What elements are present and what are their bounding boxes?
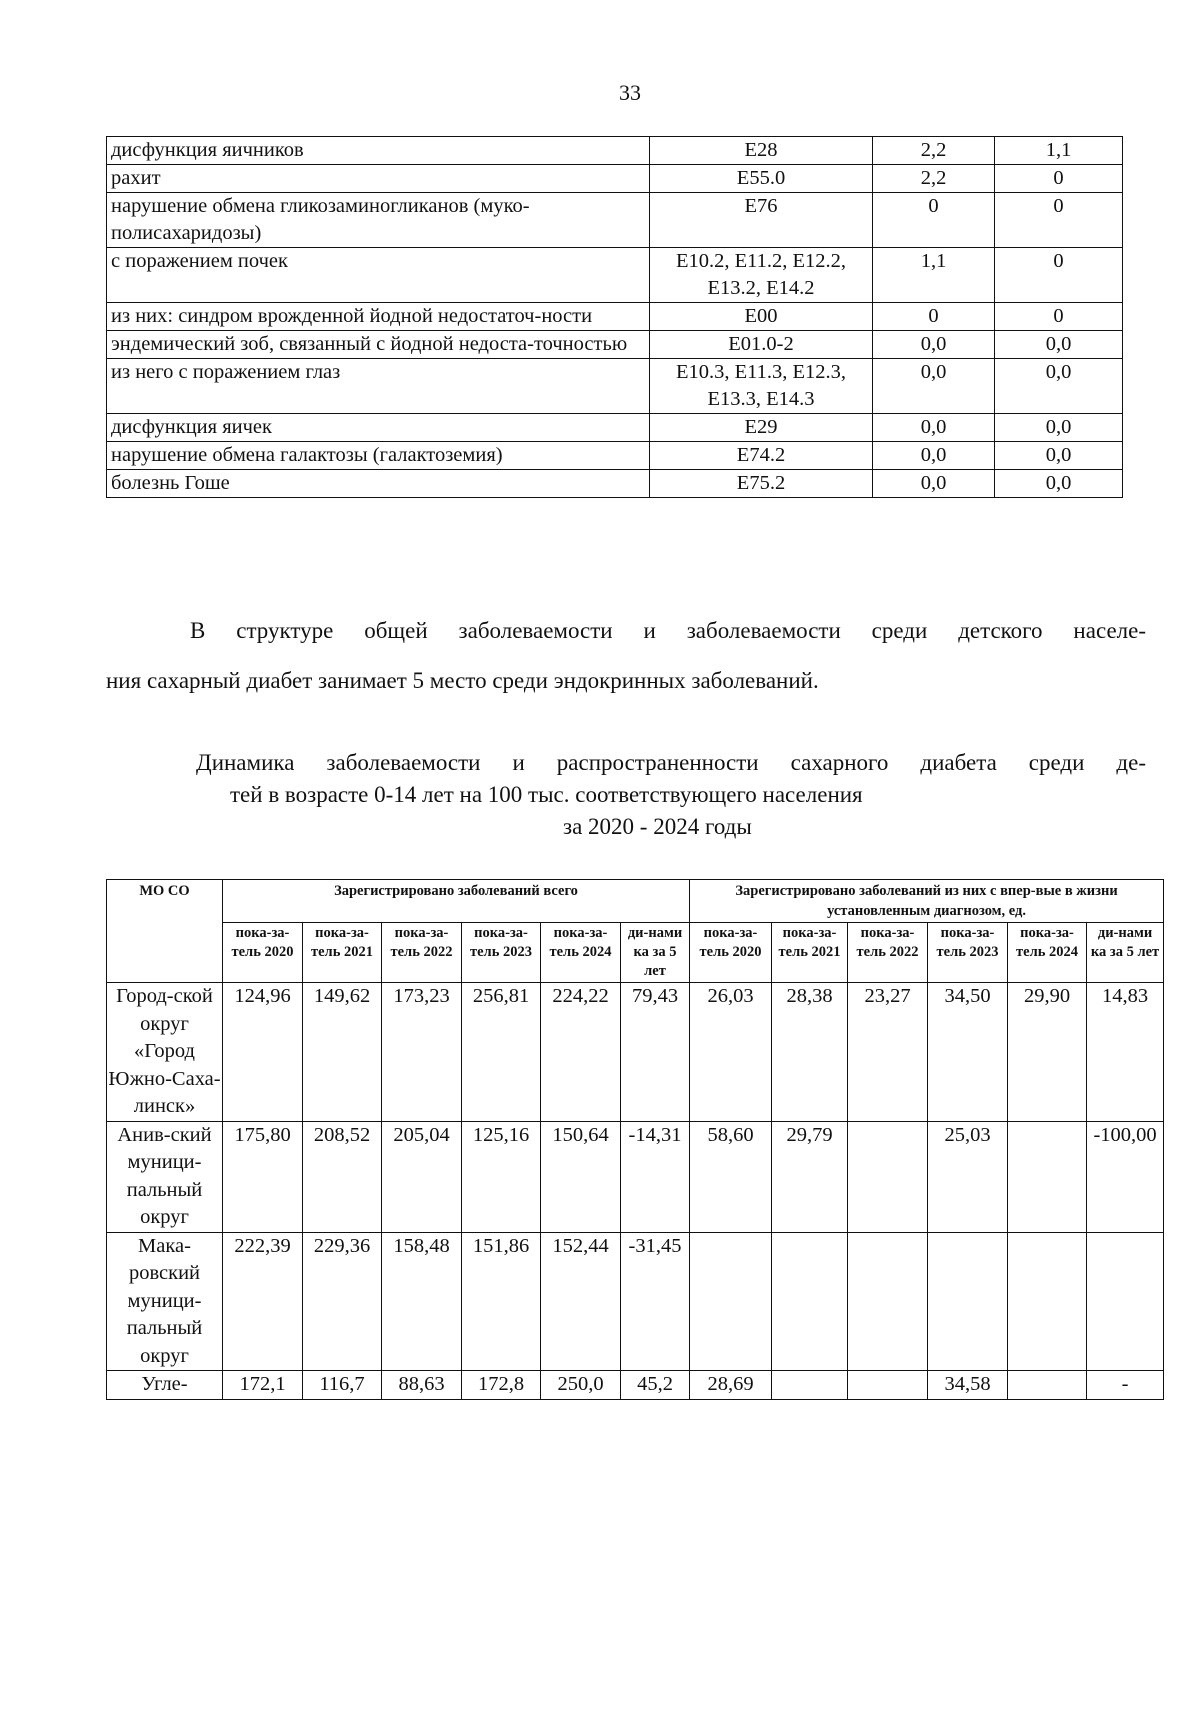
- subheader-cell: пока-за-тель 2021: [772, 923, 848, 983]
- value-cell: [690, 1232, 772, 1371]
- diagnosis-row: [107, 470, 1123, 498]
- value-cell: 28,69: [690, 1371, 772, 1400]
- table-row: [107, 1232, 1164, 1371]
- table-title-line-3: за 2020 - 2024 годы: [563, 814, 752, 839]
- value-cell: 172,8: [462, 1371, 541, 1400]
- value-cell: 34,50: [928, 983, 1008, 1122]
- value-cell: 45,2: [621, 1371, 690, 1400]
- diagnosis-table: [106, 136, 1123, 498]
- diagnosis-name: из них: синдром врожденной йодной недостаточ-ности: [107, 303, 650, 331]
- value-cell: [1008, 1121, 1087, 1232]
- value-1: 0,0: [873, 414, 995, 442]
- diagnosis-name: нарушение обмена гликозаминогликанов (муко-полисахаридозы): [107, 193, 650, 248]
- value-1: 2,2: [873, 137, 995, 165]
- municipality-name: Анив-ский муници-пальный округ: [107, 1121, 223, 1232]
- subheader-cell: пока-за-тель 2021: [303, 923, 382, 983]
- value-cell: 29,79: [772, 1121, 848, 1232]
- icd-code: E55.0: [650, 165, 873, 193]
- value-cell: -14,31: [621, 1121, 690, 1232]
- page-number: 33: [619, 80, 641, 105]
- table-row: [107, 983, 1164, 1122]
- value-cell: 25,03: [928, 1121, 1008, 1232]
- value-cell: 222,39: [223, 1232, 303, 1371]
- diagnosis-name: дисфункция яичек: [107, 414, 650, 442]
- subheader-cell: пока-за-тель 2022: [382, 923, 462, 983]
- paragraph-line-2: ния сахарный диабет занимает 5 место среди эндокринных заболеваний.: [106, 668, 819, 693]
- value-cell: 229,36: [303, 1232, 382, 1371]
- value-1: 0,0: [873, 470, 995, 498]
- subheader-cell: ди-нами ка за 5 лет: [1087, 923, 1164, 983]
- diabetes-table: [106, 879, 1164, 1400]
- icd-code: E00: [650, 303, 873, 331]
- diagnosis-row: [107, 442, 1123, 470]
- value-cell: [928, 1232, 1008, 1371]
- value-2: 0,0: [995, 359, 1123, 414]
- value-1: 1,1: [873, 248, 995, 303]
- value-cell: 208,52: [303, 1121, 382, 1232]
- value-cell: [1087, 1232, 1164, 1371]
- subheader-cell: пока-за-тель 2024: [541, 923, 621, 983]
- value-cell: 158,48: [382, 1232, 462, 1371]
- value-2: 0,0: [995, 442, 1123, 470]
- value-cell: [1008, 1232, 1087, 1371]
- value-cell: 172,1: [223, 1371, 303, 1400]
- header-mo: МО СО: [107, 880, 223, 983]
- value-cell: 175,80: [223, 1121, 303, 1232]
- icd-code: E01.0-2: [650, 331, 873, 359]
- diagnosis-name: с поражением почек: [107, 248, 650, 303]
- diagnosis-name: нарушение обмена галактозы (галактоземия): [107, 442, 650, 470]
- value-cell: 250,0: [541, 1371, 621, 1400]
- value-cell: 88,63: [382, 1371, 462, 1400]
- subheader-cell: пока-за-тель 2023: [928, 923, 1008, 983]
- value-2: 0,0: [995, 470, 1123, 498]
- value-cell: 28,38: [772, 983, 848, 1122]
- subheader-cell: пока-за-тель 2022: [848, 923, 928, 983]
- value-cell: 23,27: [848, 983, 928, 1122]
- value-cell: 79,43: [621, 983, 690, 1122]
- value-cell: 150,64: [541, 1121, 621, 1232]
- value-2: 0: [995, 248, 1123, 303]
- value-2: 0: [995, 193, 1123, 248]
- municipality-name: Угле-: [107, 1371, 223, 1400]
- value-cell: 26,03: [690, 983, 772, 1122]
- diagnosis-row: [107, 248, 1123, 303]
- value-cell: [848, 1232, 928, 1371]
- header-group-new: Зарегистрировано заболеваний из них с впер-вые в жизни установленным диагнозом, ед.: [690, 880, 1164, 923]
- subheader-cell: ди-нами ка за 5 лет: [621, 923, 690, 983]
- value-cell: 124,96: [223, 983, 303, 1122]
- diagnosis-name: дисфункция яичников: [107, 137, 650, 165]
- diagnosis-name: рахит: [107, 165, 650, 193]
- value-cell: -: [1087, 1371, 1164, 1400]
- diagnosis-name: болезнь Гоше: [107, 470, 650, 498]
- value-1: 0,0: [873, 331, 995, 359]
- value-cell: 256,81: [462, 983, 541, 1122]
- diagnosis-row: [107, 193, 1123, 248]
- diagnosis-row: [107, 303, 1123, 331]
- value-cell: 224,22: [541, 983, 621, 1122]
- diagnosis-name: из него с поражением глаз: [107, 359, 650, 414]
- diagnosis-row: [107, 359, 1123, 414]
- value-1: 0,0: [873, 442, 995, 470]
- value-cell: 205,04: [382, 1121, 462, 1232]
- value-cell: 58,60: [690, 1121, 772, 1232]
- municipality-name: Мака-ровский муници-пальный округ: [107, 1232, 223, 1371]
- value-cell: [1008, 1371, 1087, 1400]
- diagnosis-row: [107, 137, 1123, 165]
- value-cell: 149,62: [303, 983, 382, 1122]
- value-cell: 173,23: [382, 983, 462, 1122]
- diagnosis-row: [107, 331, 1123, 359]
- value-cell: 151,86: [462, 1232, 541, 1371]
- subheader-cell: пока-за-тель 2023: [462, 923, 541, 983]
- icd-code: E75.2: [650, 470, 873, 498]
- table-row: [107, 1121, 1164, 1232]
- value-cell: [772, 1232, 848, 1371]
- icd-code: E10.2, E11.2, E12.2, E13.2, E14.2: [650, 248, 873, 303]
- subheader-cell: пока-за-тель 2020: [223, 923, 303, 983]
- value-2: 0: [995, 165, 1123, 193]
- value-1: 0: [873, 303, 995, 331]
- paragraph-line-1: В структуре общей заболеваемости и заболеваемости среди детского населе-: [190, 618, 1146, 643]
- value-cell: [848, 1121, 928, 1232]
- table-row: [107, 1371, 1164, 1400]
- diagnosis-row: [107, 414, 1123, 442]
- value-cell: 125,16: [462, 1121, 541, 1232]
- value-2: 0: [995, 303, 1123, 331]
- value-1: 0: [873, 193, 995, 248]
- value-cell: [772, 1371, 848, 1400]
- value-cell: -100,00: [1087, 1121, 1164, 1232]
- diagnosis-name: эндемический зоб, связанный с йодной недоста-точностью: [107, 331, 650, 359]
- value-cell: [848, 1371, 928, 1400]
- icd-code: E74.2: [650, 442, 873, 470]
- value-2: 0,0: [995, 331, 1123, 359]
- icd-code: E28: [650, 137, 873, 165]
- subheader-cell: пока-за-тель 2024: [1008, 923, 1087, 983]
- value-cell: 29,90: [1008, 983, 1087, 1122]
- value-2: 1,1: [995, 137, 1123, 165]
- value-cell: 116,7: [303, 1371, 382, 1400]
- diagnosis-row: [107, 165, 1123, 193]
- value-cell: 152,44: [541, 1232, 621, 1371]
- table-title-line-2: тей в возрасте 0-14 лет на 100 тыс. соответствующего населения: [230, 782, 863, 807]
- icd-code: E29: [650, 414, 873, 442]
- icd-code: E76: [650, 193, 873, 248]
- value-cell: 14,83: [1087, 983, 1164, 1122]
- value-1: 0,0: [873, 359, 995, 414]
- value-2: 0,0: [995, 414, 1123, 442]
- value-cell: 34,58: [928, 1371, 1008, 1400]
- header-group-total: Зарегистрировано заболеваний всего: [223, 880, 690, 923]
- table-title-line-1: Динамика заболеваемости и распространенности сахарного диабета среди де-: [196, 750, 1146, 775]
- subheader-cell: пока-за-тель 2020: [690, 923, 772, 983]
- value-cell: -31,45: [621, 1232, 690, 1371]
- value-1: 2,2: [873, 165, 995, 193]
- icd-code: E10.3, E11.3, E12.3, E13.3, E14.3: [650, 359, 873, 414]
- municipality-name: Город-ской округ «Город Южно-Саха-линск»: [107, 983, 223, 1122]
